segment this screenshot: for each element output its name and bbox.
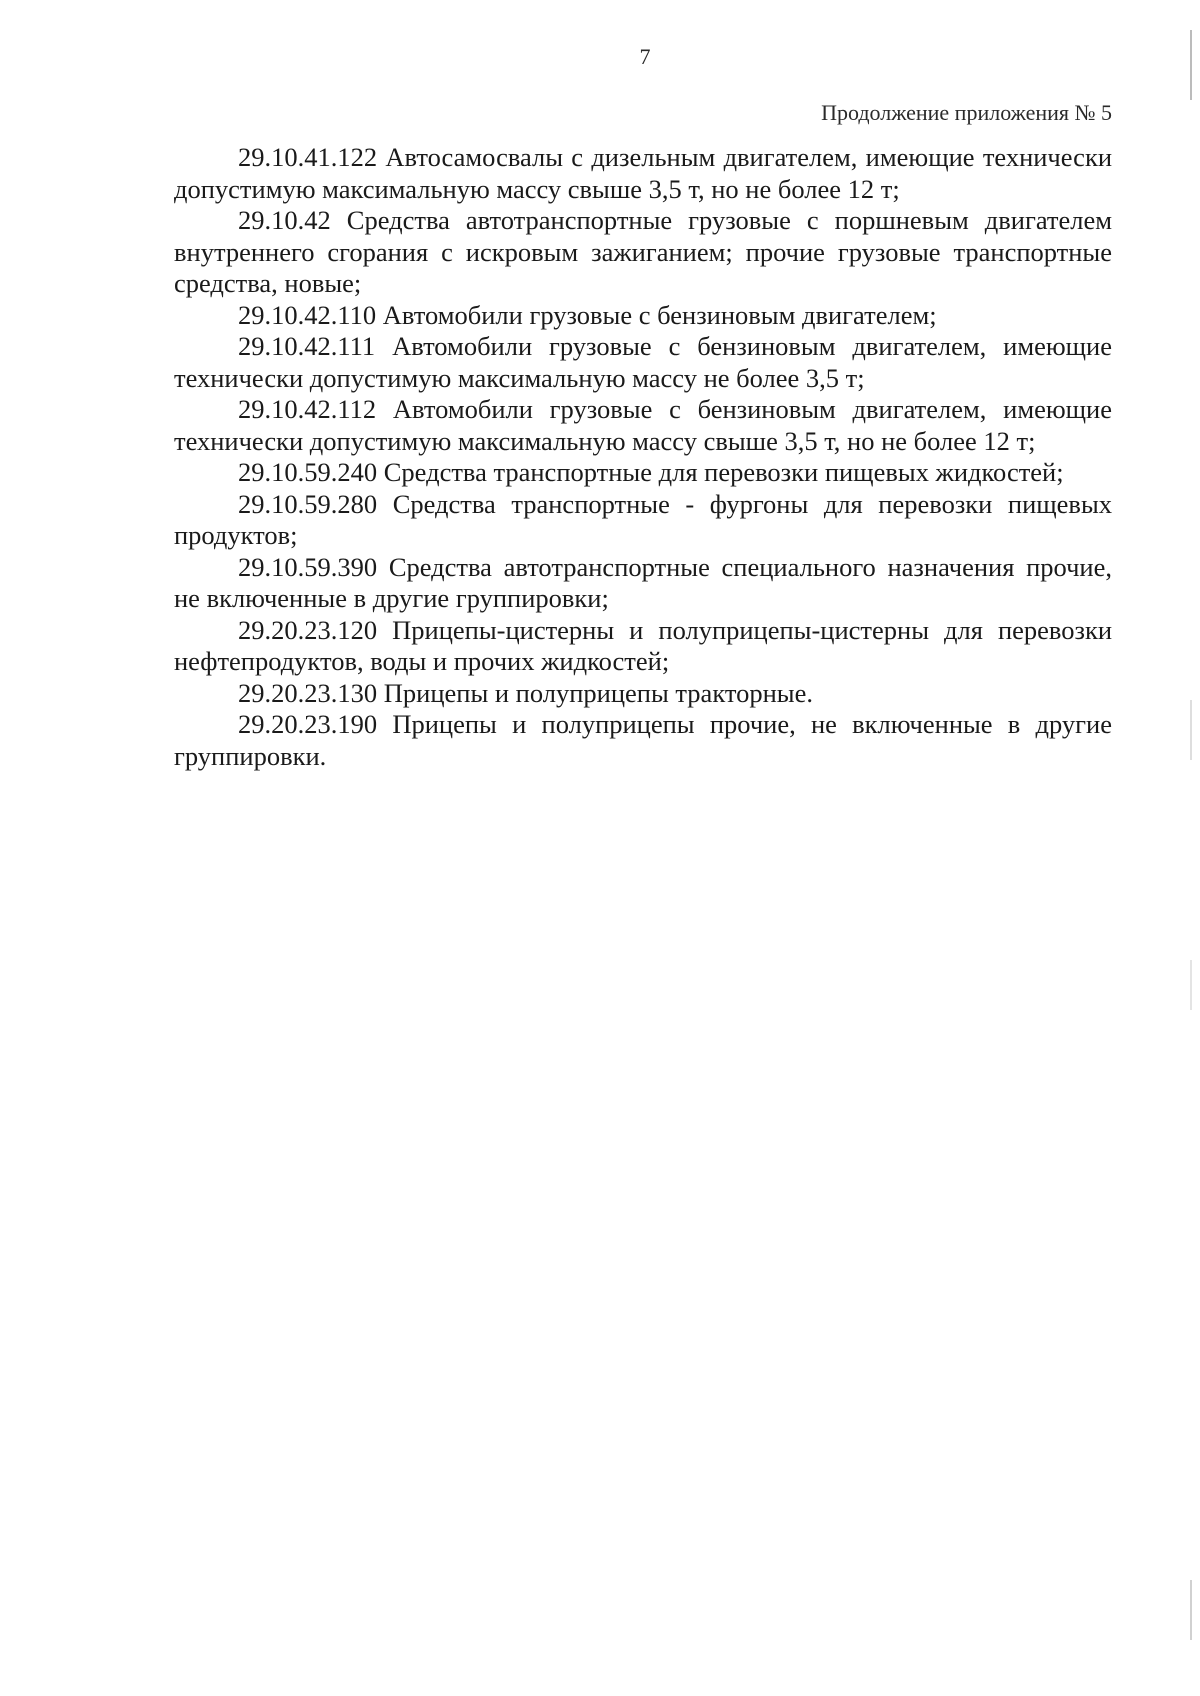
page-number: 7 [639,44,651,69]
list-item [174,205,1112,300]
list-item [174,142,1112,205]
item-code: 29.10.59.280 [238,488,378,519]
list-item [174,394,1112,457]
item-text: Средства автотранспортные специального назначения прочие, не включенные в другие группировки; [174,551,1112,613]
item-code: 29.10.59.390 [238,551,378,582]
list-item [174,489,1112,552]
item-text: Автосамосвалы с дизельным двигателем, имеющие технически допустимую максимальную массу свыше 3,5 т, но не более 12 т; [174,142,1112,204]
item-text: Средства транспортные - фургоны для перевозки пищевых продуктов; [174,488,1112,550]
scan-edge-mark [1190,960,1192,1010]
list-item [174,709,1112,772]
item-code: 29.20.23.190 [238,709,378,739]
item-code: 29.10.41.122 [238,142,378,172]
scan-edge-mark [1190,1580,1192,1640]
list-item [174,457,1112,489]
item-text: Автомобили грузовые с бензиновым двигателем, имеющие технически допустимую максимальную массу не более 3,5 т; [174,331,1113,393]
item-code: 29.10.42.110 [238,299,377,330]
item-text: Прицепы-цистерны и полуприцепы-цистерны для перевозки нефтепродуктов, воды и прочих жидкостей; [174,614,1112,676]
item-code: 29.20.23.120 [238,614,378,645]
item-code: 29.20.23.130 [238,677,378,708]
item-text: Средства автотранспортные грузовые с поршневым двигателем внутреннего сгорания с искровым зажиганием; прочие грузовые транспортные средства, новые; [174,205,1113,298]
item-code: 29.10.42 [238,205,331,235]
scan-edge-mark [1190,700,1192,760]
item-text: Прицепы и полуприцепы прочие, не включенные в другие группировки. [174,709,1112,771]
classifier-list [174,142,1112,772]
list-item [174,300,1112,332]
scan-edge-mark [1190,30,1192,100]
appendix-continuation-label: Продолжение приложения № 5 [821,100,1112,125]
item-text: Прицепы и полуприцепы тракторные. [383,677,813,708]
item-text: Средства транспортные для перевозки пищевых жидкостей; [383,457,1064,487]
item-text: Автомобили грузовые с бензиновым двигателем, имеющие технически допустимую максимальную массу свыше 3,5 т, но не более 12 т; [174,394,1112,456]
item-code: 29.10.42.111 [238,331,376,361]
item-code: 29.10.59.240 [238,457,378,487]
list-item [174,331,1112,394]
item-code: 29.10.42.112 [238,394,377,424]
list-item [174,552,1112,615]
list-item [174,615,1112,678]
item-text: Автомобили грузовые с бензиновым двигателем; [382,299,937,330]
list-item [174,678,1112,710]
